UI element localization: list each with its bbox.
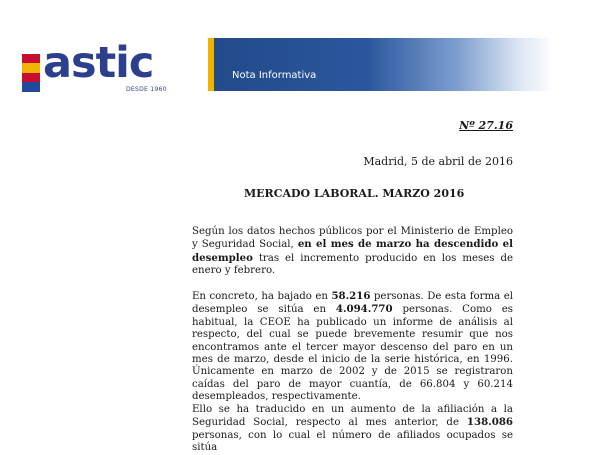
paragraph-3 <box>192 404 513 455</box>
header-banner <box>214 38 554 91</box>
p3-text-c: personas, con lo cual el número de afiliados ocupados se sitúa <box>192 429 513 454</box>
p2-text-e: personas. Como es habitual, la CEOE ha publicado un informe de análisis al respecto, del cual se puede brevemente resumir que nos encontramos ante el tercer mayor descenso del paro en un mes de marzo, desde el inicio de la serie histórica, en 1996. Únicamente en marzo de 2002 y de 2015 se registraron caídas del paro de mayor cuantía, de 66.804 y 60.214 desempleados, respectivamente. <box>192 304 513 403</box>
p2-drop-value: 58.216 <box>331 290 371 302</box>
document-reference: Nº 27.16 <box>459 119 513 132</box>
p1-text-a: Según los datos hechos públicos por el Ministerio de Empleo y Seguridad Social, <box>192 226 513 251</box>
astic-logo <box>22 38 182 93</box>
logo-tagline: DESDE 1960 <box>126 86 167 93</box>
p1-highlight: en el mes de marzo ha descendido el desempleo <box>192 238 514 264</box>
p2-unemployed-value: 4.094.770 <box>335 303 393 316</box>
p2-text-a: En concreto, ha bajado en <box>192 291 332 302</box>
document-title: MERCADO LABORAL. MARZO 2016 <box>244 187 465 200</box>
banner-label: Nota Informativa <box>232 70 317 81</box>
document-date: Madrid, 5 de abril de 2016 <box>363 155 513 168</box>
p1-text-c: tras el incremento producido en los meses de enero y febrero. <box>192 252 513 277</box>
paragraph-2 <box>192 290 513 404</box>
p2-text-c: personas. De esta forma el desempleo se sitúa en <box>192 291 513 316</box>
p3-text-a: Ello se ha traducido en un aumento de la afiliación a la Seguridad Social, respecto al mes anterior, de <box>192 404 513 429</box>
logo-wordmark: astic <box>43 38 154 88</box>
paragraph-1 <box>192 226 513 278</box>
flag-icon <box>22 54 40 92</box>
p3-affiliation-value: 138.086 <box>466 416 513 429</box>
